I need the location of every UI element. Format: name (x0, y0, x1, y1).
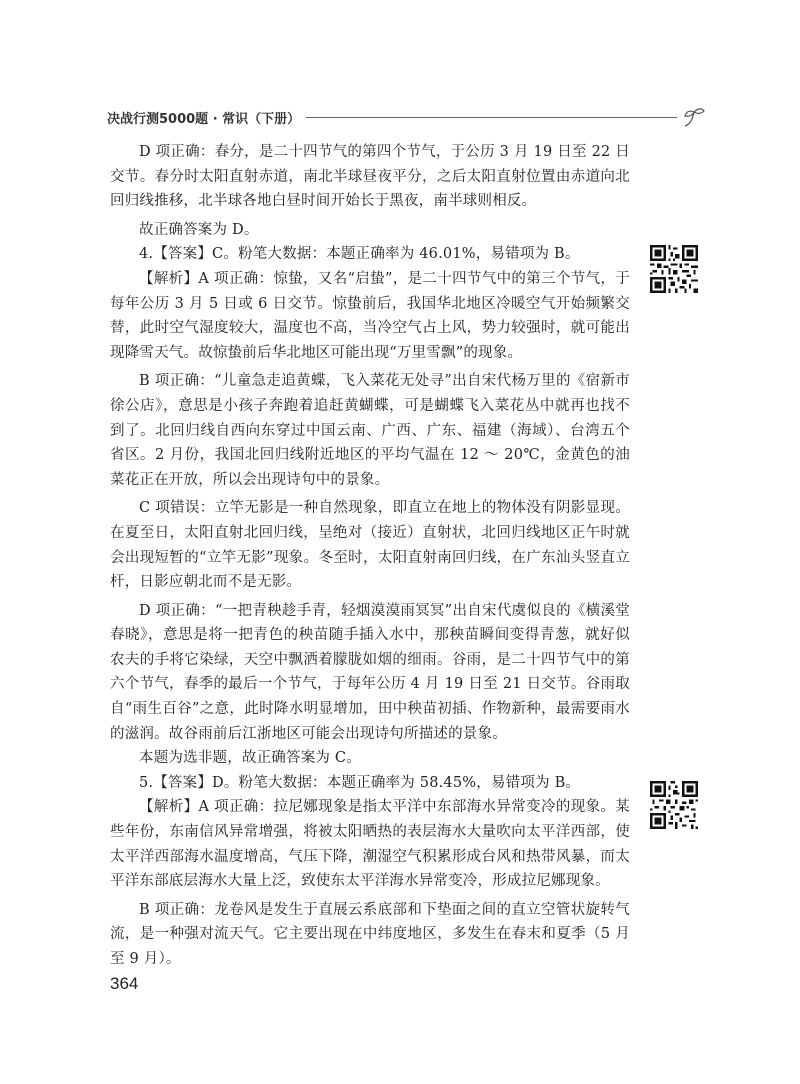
qr-code-icon[interactable] (650, 245, 698, 293)
page-number: 364 (110, 974, 139, 993)
paragraph: C 项错误：立竿无影是一种自然现象，即直立在地上的物体没有阴影显现。在夏至日，太阳直射北回归线，呈绝对（接近）直射状，北回归线地区正午时就会出现短暂的“立竿无影”现象。冬至时，太阳直射南回归线，在广东汕头竖直立杆，日影应朝北而不是无影。 (110, 500, 630, 591)
running-header (107, 104, 707, 130)
paragraph: D 项正确：春分，是二十四节气的第四个节气，于公历 3 月 19 日至 22 日交节。春分时太阳直射赤道，南北半球昼夜平分，之后太阳直射位置由赤道向北回归线推移，北半球各地白昼时间开始长于黑夜，南半球则相反。 (110, 144, 630, 210)
qr-code-icon[interactable] (650, 781, 698, 829)
header-rule (306, 117, 677, 118)
paragraph: 【解析】A 项正确：拉尼娜现象是指太平洋中东部海水异常变冷的现象。某些年份，东南信风异常增强，将被太阳晒热的表层海水大量吹向太平洋西部，使太平洋西部海水温度增高，气压下降，潮湿空气积累形成台风和热带风暴，而太平洋东部底层海水大量上泛，致使东太平洋海水异常变冷，形成拉尼娜现象。 (110, 799, 630, 890)
answer-line: 5.【答案】D。粉笔大数据：本题正确率为 58.45%，易错项为 B。 (139, 774, 581, 791)
paragraph: 故正确答案为 D。 (139, 221, 259, 238)
page-body (110, 140, 630, 972)
paragraph: 本题为选非题，故正确答案为 C。 (139, 750, 361, 767)
book-title: 决战行测5000题 · 常识（下册） (107, 111, 301, 127)
paragraph: 【解析】A 项正确：惊蛰，又名“启蛰”，是二十四节气中的第三个节气，于每年公历 3 月 5 日或 6 日交节。惊蛰前后，我国华北地区冷暖空气开始频繁交替，此时空气湿度较大，温度也不高，当冷空气占上风，势力较强时，就可能出现降雪天气。故惊蛰前后华北地区可能出现“万里雪飘”的现象。 (110, 270, 630, 361)
paragraph: D 项正确：“一把青秧趁手青，轻烟漠漠雨冥冥”出自宋代虞似良的《横溪堂春晓》，意思是将一把青色的秧苗随手插入水中，那秧苗瞬间变得青葱，就好似农夫的手将它染绿，天空中飘洒着朦胧如烟的细雨。谷雨，是二十四节气中的第六个节气，春季的最后一个节气，于每年公历 4 月 19 日至 21 日交节。谷雨取自“雨生百谷”之意，此时降水明显增加，田中秧苗初插、作物新种，最需要雨水的滋润。故谷雨前后江浙地区可能会出现诗句所描述的景象。 (110, 602, 630, 742)
paragraph: B 项正确：龙卷风是发生于直展云系底部和下垫面之间的直立空管状旋转气流，是一种强对流天气。它主要出现在中纬度地区，多发生在春末和夏季（5 月至 9 月）。 (110, 901, 630, 967)
paragraph: B 项正确：“儿童急走追黄蝶，飞入菜花无处寻”出自宋代杨万里的《宿新市徐公店》，意思是小孩子奔跑着追赶黄蝴蝶，可是蝴蝶飞入菜花丛中就再也找不到了。北回归线自西向东穿过中国云南、广西、广东、福建（海域）、台湾五个省区。2 月份，我国北回归线附近地区的平均气温在 12 ～ 20℃，金黄色的油菜花正在开放，所以会出现诗句中的景象。 (110, 373, 630, 488)
answer-line: 4.【答案】C。粉笔大数据：本题正确率为 46.01%，易错项为 B。 (139, 246, 580, 263)
sprout-icon (681, 104, 707, 130)
